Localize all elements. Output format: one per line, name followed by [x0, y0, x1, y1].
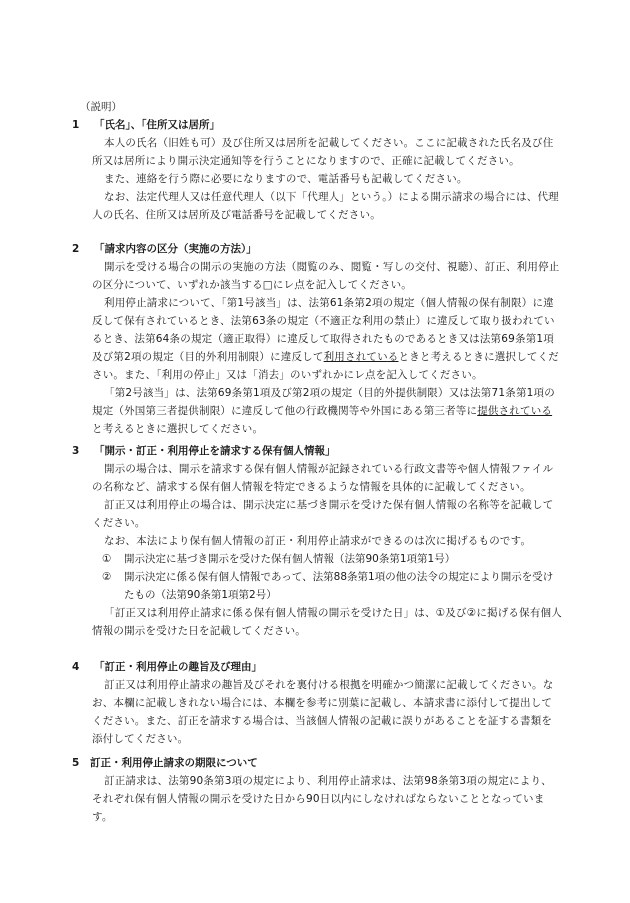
paragraph [72, 384, 562, 438]
paragraph: 訂正又は利用停止請求の趣旨及びそれを裏付ける根拠を明確かつ簡潔に記載してください。なお、本欄に記載しきれない場合には、本欄を参考に別葉に記載し、本請求書に添付して提出してください。また、訂正を請求する場合は、当該個人情報の記載に誤りがあることを証する書類を添付してください。 [92, 679, 554, 745]
paragraph: なお、本法により保有個人情報の訂正・利用停止請求ができるのは次に掲げるものです。 [104, 535, 532, 547]
paragraph: 「訂正又は利用停止請求に係る保有個人情報の開示を受けた日」は、①及び②に掲げる保有個人情報の開示を受けた日を記載してください。 [92, 607, 562, 637]
section-3 [72, 442, 562, 640]
paragraph: 開示の場合は、開示を請求する保有個人情報が記録されている行政文書等や個人情報ファイルの名称など、請求する保有個人情報を特定できるような情報を具体的に記載してください。 [92, 463, 554, 493]
section-heading [72, 240, 562, 258]
paragraph: 本人の氏名（旧姓も可）及び住所又は居所を記載してください。ここに記載された氏名及び住所又は居所により開示決定通知等を行うことになりますので、正確に記載してください。 [92, 137, 554, 167]
section-4 [72, 658, 562, 748]
document-label: （説明） [80, 101, 122, 113]
section-number: 1 [72, 119, 80, 131]
list-text: 開示決定に係る保有個人情報であって、法第88条第1項の他の法令の規定により開示を受けたもの（法第90条第1項第2号） [124, 571, 554, 601]
text-run: と考えるときに選択してください。 [92, 423, 264, 435]
section-title: 「開示・訂正・利用停止を請求する保有個人情報」 [94, 445, 336, 457]
list-text: 開示決定に基づき開示を受けた保有個人情報（法第90条第1項第1号） [124, 553, 456, 565]
section-title: 「請求内容の区分（実施の方法）」 [94, 243, 257, 255]
section-1 [72, 116, 562, 224]
paragraph: 訂正請求は、法第90条第3項の規定により、利用停止請求は、法第98条第3項の規定により、それぞれ保有個人情報の開示を受けた日から90日以内にしなければならないこととなっています。 [92, 775, 552, 823]
underlined-text: 提 [477, 405, 488, 417]
list-marker: ② [102, 571, 112, 583]
section-number: 2 [72, 243, 80, 255]
section-2 [72, 240, 562, 438]
section-number: 3 [72, 445, 80, 457]
paragraph [72, 294, 562, 384]
text-run: 利用停止請求について、「第1号該当」は、法第61条第2項の規定（個人情報の保有制限）に違反して保有されているとき、法第63条の規定（不適正な利用の禁止）に違反して取り扱われているとき、法第64条の規定（適正取得）に違反して取得されたものであるとき又は法第69条第1項及び第2項の規定（目的外利用制限）に違反して [92, 297, 555, 363]
paragraph: 開示を受ける場合の開示の実施の方法（閲覧のみ、閲覧・写しの交付、視聴）、訂正、利用停止の区分について、いずれか該当する□にレ点を記入してください。 [92, 261, 560, 291]
section-5 [72, 754, 562, 826]
underlined-text: る [387, 351, 399, 363]
section-title: 訂正・利用停止請求の期限について [90, 757, 258, 769]
section-title: 「訂正・利用停止の趣旨及び理由」 [94, 661, 262, 673]
list-marker: ① [102, 553, 112, 565]
section-heading [72, 754, 562, 772]
list-item [72, 568, 562, 604]
section-heading [72, 658, 562, 676]
underlined-text: 利用されてい [323, 351, 388, 363]
text-run: 「第2号該当」は、法第69条第1項及び第2項の規定（目的外提供制限）又は法第71条第1項の規定（外国第三者提供制限）に違反して他の行政機関等や外国にある第三者等に [92, 387, 555, 417]
paragraph: また、連絡を行う際に必要になりますので、電話番号も記載してください。 [104, 173, 468, 185]
section-title: 「氏名」、「住所又は居所」 [94, 119, 220, 131]
section-heading [72, 442, 562, 460]
text-run: ときと考えるときに選択してください。また、「利用の停止」又は「消去」のいずれかにレ点を記入してください。 [92, 351, 559, 381]
underlined-text: 供されている [487, 405, 553, 417]
paragraph: なお、法定代理人又は任意代理人（以下「代理人」という。）による開示請求の場合には、代理人の氏名、住所又は居所及び電話番号を記載してください。 [92, 191, 559, 221]
list-item [72, 550, 562, 568]
paragraph: 訂正又は利用停止の場合は、開示決定に基づき開示を受けた保有個人情報の名称等を記載してください。 [92, 499, 554, 529]
section-number: 5 [72, 757, 80, 769]
section-number: 4 [72, 661, 80, 673]
section-heading [72, 116, 562, 134]
